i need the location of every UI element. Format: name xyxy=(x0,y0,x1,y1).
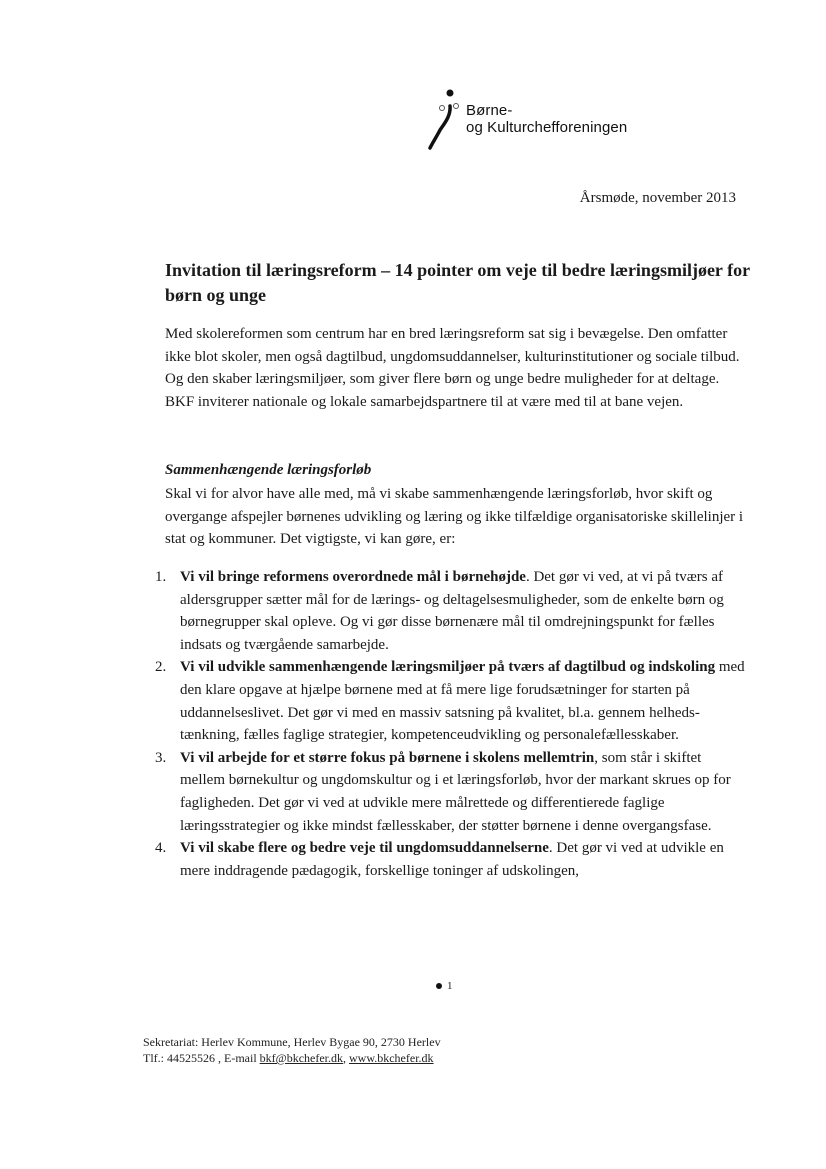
section-paragraph: Skal vi for alvor have alle med, må vi skabe sammenhængende læringsforløb, hvor skift og overgange afspejler børnenes udvikling og læring og ikke tilfældige organisatoriske skillelinjer i stat og kommuner. Det vigtigste, vi kan gøre, er: xyxy=(165,486,744,547)
point-text: , som står i skiftet mellem børnekultur og ungdomskultur og i et læringsforløb, hvor der markant skrues op for fagligheden. Det gør vi ved at udvikle mere målrettede og differentierede faglige læringsstrategier og ikke mindst fællesskaber, der støtter børnene i denne overgangsfase. xyxy=(180,749,731,834)
point-text: med den klare opgave at hjælpe børnene med at få mere lige forudsætninger for starten på uddannelseslivet. Det gør vi med en massiv satsning på kvalitet, bl.a. gennem helheds-tænkning, fælles faglige strategier, kompetenceudvikling og personalefællesskaber. xyxy=(180,659,745,744)
point-heading: Vi vil bringe reformens overordnede mål i børnehøjde xyxy=(180,569,526,585)
bullet-icon xyxy=(436,983,442,989)
website-link[interactable]: www.bkchefer.dk xyxy=(349,1051,434,1065)
logo-figure-icon xyxy=(420,86,464,156)
point-heading: Vi vil skabe flere og bedre veje til ungdomsuddannelserne xyxy=(180,840,549,857)
page-number xyxy=(436,980,453,992)
logo-line-2: og Kulturchefforeningen xyxy=(466,119,628,136)
footer-separator: , xyxy=(343,1051,347,1065)
intro-paragraph: Med skolereformen som centrum har en bred læringsreform sat sig i bevægelse. Den omfatter ikke blot skoler, men også dagtilbud, ungdomsuddannelser, kulturinstitutioner og sociale tilbud. Og den skaber læringsmiljøer, som giver flere børn og unge bedre muligheder for at deltage. BKF inviterer nationale og lokale samarbejdspartnere til at være med til at bane vejen. xyxy=(165,326,740,410)
logo-wordmark xyxy=(466,102,627,136)
bkf-logo xyxy=(420,86,680,156)
point-number: 2. xyxy=(155,659,167,676)
page-number-value: 1 xyxy=(447,980,453,992)
list-item xyxy=(155,837,745,882)
point-heading: Vi vil udvikle sammenhængende læringsmiljøer på tværs af dagtilbud og indskoling xyxy=(180,659,716,676)
logo-line-1: Børne- xyxy=(466,102,513,119)
point-heading: Vi vil arbejde for et større fokus på børnene i skolens mellemtrin xyxy=(180,749,595,766)
footer-phone: Tlf.: 44525526 , E-mail xyxy=(143,1051,257,1065)
section-heading: Sammenhængende læringsforløb xyxy=(165,462,372,478)
footer-address: Sekretariat: Herlev Kommune, Herlev Bygae 90, 2730 Herlev xyxy=(143,1035,441,1049)
point-number: 4. xyxy=(155,840,167,857)
list-item xyxy=(155,747,745,837)
point-number: 3. xyxy=(155,749,167,766)
point-text: . Det gør vi ved at udvikle en mere inddragende pædagogik, forskellige toninger af udskolingen, xyxy=(180,840,724,879)
document-title: Invitation til læringsreform – 14 pointer om veje til bedre læringsmiljøer for børn og unge xyxy=(165,260,750,305)
meeting-date: Årsmøde, november 2013 xyxy=(579,190,736,206)
points-list xyxy=(155,566,745,882)
point-text: . Det gør vi ved, at vi på tværs af aldersgrupper sætter mål for de lærings- og deltagelsesmuligheder, som de enkelte børn og børnegrupper skal opleve. Og vi gør disse børnenære mål til omdrejningspunkt for fælles indsats og tværgående samarbejde. xyxy=(180,569,724,653)
point-number: 1. xyxy=(155,569,167,585)
footer xyxy=(143,1034,441,1066)
email-link[interactable]: bkf@bkchefer.dk xyxy=(259,1051,344,1065)
footer-contact xyxy=(143,1050,441,1066)
list-item xyxy=(155,656,745,746)
list-item xyxy=(155,566,745,656)
